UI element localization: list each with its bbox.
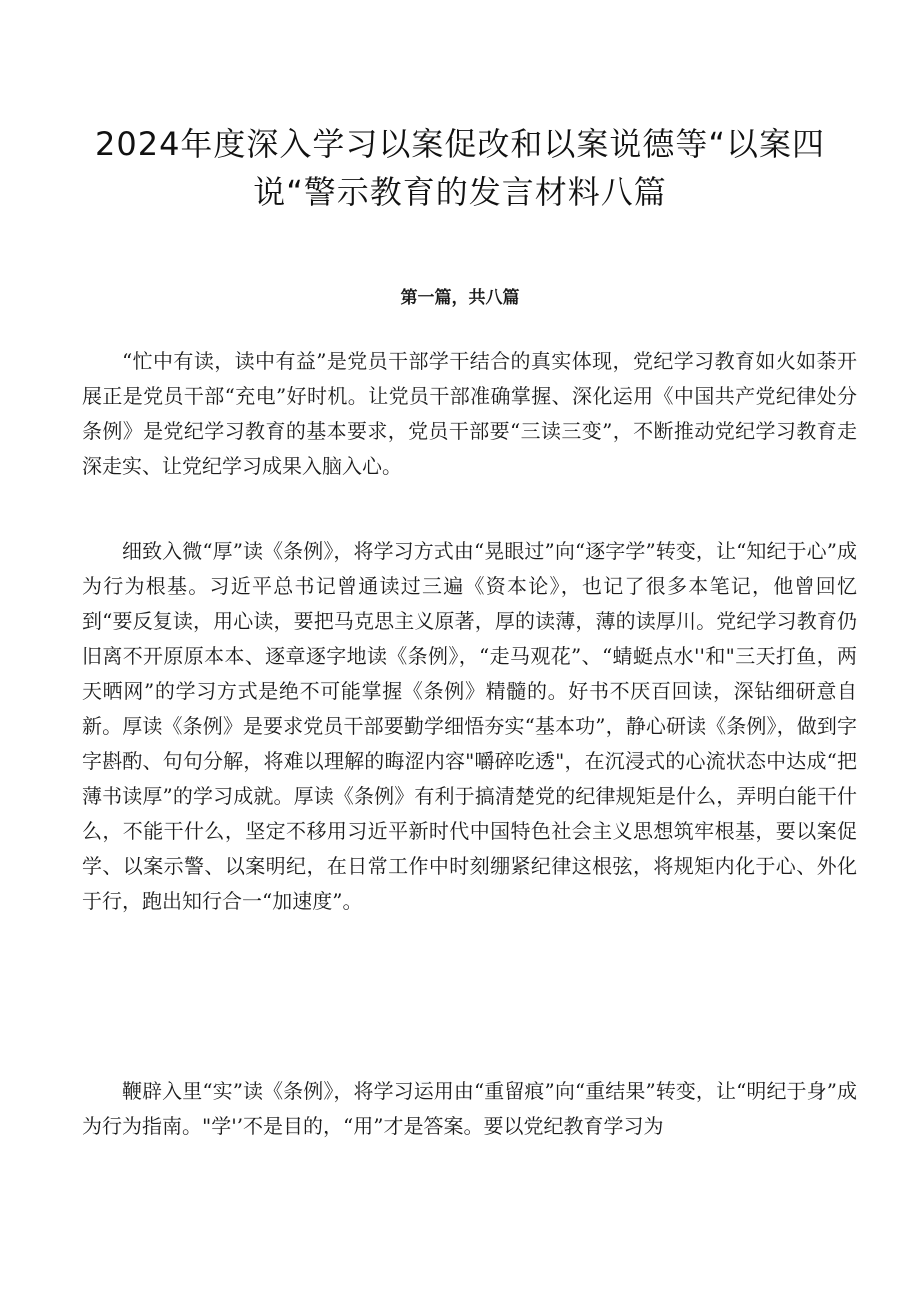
- paragraph: 细致入微“厚”读《条例》，将学习方式由“晃眼过”向“逐字学”转变，让“知纪于心”成为行为根基。习近平总书记曾通读过三遍《资本论》，也记了很多本笔记，他曾回忆到“要反复读，用心读，要把马克思主义原著，厚的读薄，薄的读厚川。党纪学习教育仍旧离不开原原本本、逐章逐字地读《条例》，“走马观花”、“蜻蜓点水''和"三天打鱼，两天晒网”的学习方式是绝不可能掌握《条例》精髓的。好书不厌百回读，深钻细研意自新。厚读《条例》是要求党员干部要勤学细悟夯实“基本功”，静心研读《条例》，做到字字斟酌、句句分解，将难以理解的晦涩内容"嚼碎吃透"，在沉浸式的心流状态中达成“把薄书读厚”的学习成就。厚读《条例》有利于搞清楚党的纪律规矩是什么，弄明白能干什么，不能干什么，坚定不移用习近平新时代中国特色社会主义思想筑牢根基，要以案促学、以案示警、以案明纪，在日常工作中时刻绷紧纪律这根弦，将规矩内化于心、外化于行，跑出知行合一“加速度”。: [82, 539, 857, 913]
- body-block-3: [82, 1074, 857, 1162]
- document-title: 2024年度深入学习以案促改和以案说德等“以案四说“警示教育的发言材料八篇: [94, 125, 826, 211]
- section-heading: 第一篇，共八篇: [400, 288, 520, 308]
- body-block-1: [82, 344, 857, 502]
- paragraph: 鞭辟入里“实”读《条例》，将学习运用由“重留痕”向“重结果”转变，让“明纪于身”成为行为指南。"学'’不是目的，“用”才是答案。要以党纪教育学习为: [82, 1079, 857, 1138]
- paragraph: “忙中有读，读中有益”是党员干部学干结合的真实体现，党纪学习教育如火如荼开展正是党员干部“充电”好时机。让党员干部准确掌握、深化运用《中国共产党纪律处分条例》是党纪学习教育的基本要求，党员干部要“三读三变”，不断推动党纪学习教育走深走实、让党纪学习成果入脑入心。: [82, 349, 857, 478]
- body-block-2: [82, 534, 857, 937]
